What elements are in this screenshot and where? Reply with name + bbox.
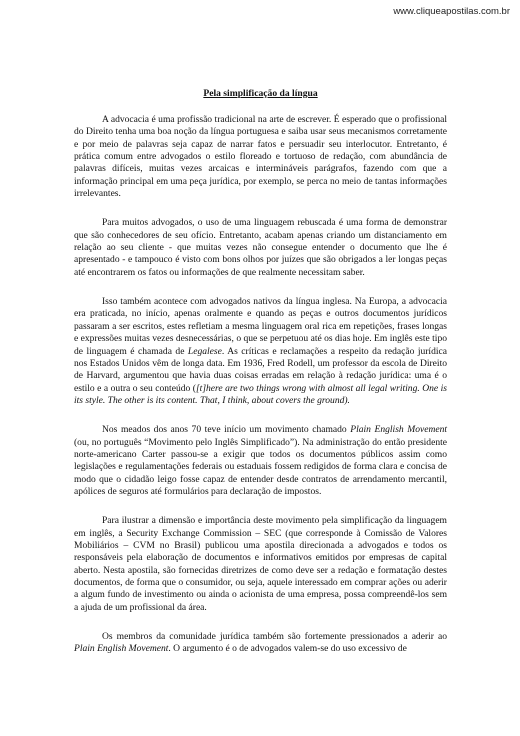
document-title: Pela simplificação da língua xyxy=(203,88,318,99)
italic-text-run: Legalese xyxy=(187,345,222,357)
paragraph-4 xyxy=(74,424,447,498)
text-run: . As críticas e reclamações a respeito da redação jurídica nos Estados Unidos vêm de longa data. Em 1936, Fred Rodell, um professor da escola de Direito de Harvard, argumentou que havia duas coisas erradas em relação à redação jurídica: uma é o estilo e a outra o seu conteúdo ( xyxy=(74,345,447,394)
paragraph-2 xyxy=(74,217,447,279)
italic-text-run: Plain English Movement xyxy=(74,643,169,655)
paragraph-3 xyxy=(74,296,447,407)
italic-text-run: [t]here are two things wrong with almost all legal writing. One is its style. The other is its content. That, I think, about covers the ground). xyxy=(74,382,448,406)
paragraph-1 xyxy=(74,114,447,200)
text-run: Para muitos advogados, o uso de uma linguagem rebuscada é uma forma de demonstrar que são conhecedores de seu ofício. Entretanto, acabam apenas criando um distanciamento em relação ao seu cliente - que muitas vezes não consegue entender o documento que lhe é apresentado - e tampouco é visto com bons olhos por juízes que são obrigados a ler longas peças até encontrarem os fatos ou informações de que realmente necessitam saber. xyxy=(74,217,447,278)
text-run: Os membros da comunidade jurídica também são fortemente pressionados a aderir ao xyxy=(102,631,447,643)
italic-text-run: Plain English Movement xyxy=(350,424,448,436)
text-run: Nos meados dos anos 70 teve início um movimento chamado xyxy=(102,424,351,436)
text-run: Isso também acontece com advogados nativos da língua inglesa. Na Europa, a advocacia era praticada, no início, apenas oralmente e quando as peças e outros documentos jurídicos passaram a ser escritos, estes refletiam a mesma linguagem oral rica em repetições, frases longas e expressões muitas vezes desnecessárias, o que se perpetuou até os dias hoje. Em inglês este tipo de linguagem é chamada de xyxy=(74,296,447,357)
document-page xyxy=(74,88,447,656)
site-url[interactable]: www.cliqueapostilas.com.br xyxy=(393,6,510,17)
text-run: A advocacia é uma profissão tradicional na arte de escrever. É esperado que o profissional do Direito tenha uma boa noção da língua portuguesa e saiba usar seus mecanismos corretamente e por meio de palavras seja capaz de narrar fatos e persuadir seu interlocutor. Entretanto, é prática comum entre advogados o estilo floreado e tortuoso de redação, com abundância de palavras difíceis, muitas vezes arcaicas e intermináveis parágrafos, fazendo com que a informação principal em uma peça jurídica, por exemplo, se perca no meio de tantas informações irrelevantes. xyxy=(74,114,447,200)
paragraph-5 xyxy=(74,515,447,614)
text-run: (ou, no português “Movimento pelo Inglês Simplificado”). Na administração do então presidente norte-americano Carter passou-se a exigir que todos os documentos públicos assim como legislações e regulamentações federais ou estaduais fossem redigidos de forma clara e concisa de modo que o cidadão leigo fosse capaz de entender desde contratos de arrendamento mercantil, apólices de seguros até formulários para declaração de impostos. xyxy=(74,436,447,497)
text-run: . O argumento é o de advogados valem-se do uso excessivo de xyxy=(168,643,407,655)
paragraph-6 xyxy=(74,631,447,656)
text-run: Para ilustrar a dimensão e importância deste movimento pela simplificação da linguagem em inglês, a Security Exchange Commission – SEC (que corresponde à Comissão de Valores Mobiliários – CVM no Brasil) publicou uma apostila direcionada a advogados e todos os responsáveis pela elaboração de documentos e informativos emitidos por empresas de capital aberto. Nesta apostila, são fornecidas diretrizes de como deve ser a redação e formatação destes documentos, de forma que o consumidor, ou seja, aquele interessado em comprar ações ou aderir a algum fundo de investimento ou ainda o acionista de uma empresa, possa compreendê-los sem a ajuda de um profissional da área. xyxy=(74,515,447,613)
